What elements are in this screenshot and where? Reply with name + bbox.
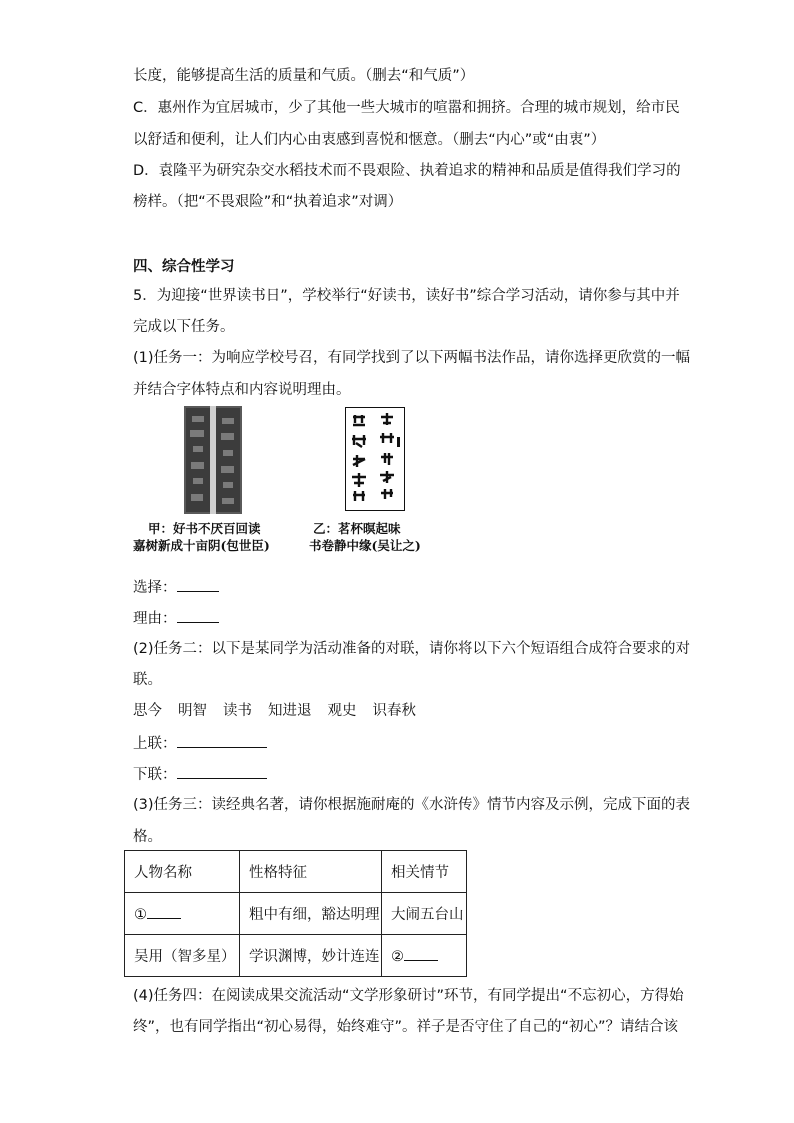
phrase-item: 观史 bbox=[327, 703, 357, 719]
text-line: 长度，能够提高生活的质量和气质。（删去“和气质”） bbox=[133, 68, 475, 84]
upper-couplet-blank[interactable] bbox=[177, 733, 267, 748]
caption-b-line1: 乙：茗杯暝起味 bbox=[313, 521, 401, 536]
calligraphy-b-image bbox=[345, 407, 405, 511]
task3-line1: (3)任务三：读经典名著，请你根据施耐庵的《水浒传》情节内容及示例，完成下面的表 bbox=[133, 797, 691, 813]
table-row bbox=[125, 893, 467, 935]
phrase-item: 明智 bbox=[178, 703, 207, 719]
choose-label: 选择： bbox=[133, 580, 177, 596]
choose-blank[interactable] bbox=[177, 577, 219, 592]
question-5-line2: 完成以下任务。 bbox=[133, 319, 235, 335]
option-c-line2: 以舒适和便利，让人们内心由衷感到喜悦和惬意。（删去“内心”或“由衷”） bbox=[133, 132, 606, 148]
caption-a-line1: 甲：好书不厌百回读 bbox=[148, 521, 261, 536]
task2-line2: 联。 bbox=[133, 672, 162, 688]
table-header-cell: 人物名称 bbox=[125, 851, 240, 893]
phrase-item: 识春秋 bbox=[372, 703, 416, 719]
task4-line1: (4)任务四：在阅读成果交流活动“文学形象研讨”环节，有同学提出“不忘初心，方得始 bbox=[133, 988, 684, 1004]
phrase-list bbox=[133, 701, 416, 721]
phrase-item: 知进退 bbox=[268, 703, 312, 719]
table-cell: 学识渊博，妙计连连 bbox=[240, 935, 382, 977]
option-c-line1: C．惠州作为宜居城市，少了其他一些大城市的喧嚣和拥挤。合理的城市规划，给市民 bbox=[133, 100, 680, 116]
reason-blank[interactable] bbox=[177, 608, 219, 623]
reason-label: 理由： bbox=[133, 611, 177, 627]
lower-couplet-label: 下联： bbox=[133, 767, 177, 783]
phrase-item: 读书 bbox=[223, 703, 252, 719]
lower-couplet-blank[interactable] bbox=[177, 764, 267, 779]
calligraphy-a-image bbox=[184, 406, 242, 514]
upper-couplet-label: 上联： bbox=[133, 736, 177, 752]
table-row bbox=[125, 935, 467, 977]
caption-a-line2: 嘉树新成十亩阴(包世臣) bbox=[133, 538, 270, 553]
table-cell: 大闹五台山 bbox=[382, 893, 467, 935]
task3-line2: 格。 bbox=[133, 829, 162, 845]
option-d-line2: 榜样。（把“不畏艰险”和“执着追求”对调） bbox=[133, 194, 403, 210]
reason-row bbox=[133, 608, 219, 629]
table-header-row bbox=[125, 851, 467, 893]
lower-couplet-row bbox=[133, 764, 267, 785]
table-cell: 吴用（智多星） bbox=[125, 935, 240, 977]
task4-line2: 终”，也有同学指出“初心易得，始终难守”。祥子是否守住了自己的“初心”？请结合该 bbox=[133, 1019, 679, 1035]
table-cell-blank-2[interactable]: ② bbox=[382, 935, 467, 977]
question-5-line1: 5．为迎接“世界读书日”，学校举行“好读书，读好书”综合学习活动，请你参与其中并 bbox=[133, 288, 680, 304]
phrase-item: 思今 bbox=[133, 703, 162, 719]
table-cell: 粗中有细，豁达明理 bbox=[240, 893, 382, 935]
task1-line1: (1)任务一：为响应学校号召，有同学找到了以下两幅书法作品，请你选择更欣赏的一幅 bbox=[133, 350, 691, 366]
section-title: 四、综合性学习 bbox=[133, 259, 235, 275]
caption-b-line2: 书卷静中缘(吴让之) bbox=[309, 538, 421, 553]
table-header-cell: 相关情节 bbox=[382, 851, 467, 893]
choose-row bbox=[133, 577, 219, 598]
character-table bbox=[124, 850, 467, 977]
upper-couplet-row bbox=[133, 733, 267, 754]
task1-line2: 并结合字体特点和内容说明理由。 bbox=[133, 382, 351, 398]
option-d-line1: D．袁隆平为研究杂交水稻技术而不畏艰险、执着追求的精神和品质是值得我们学习的 bbox=[133, 163, 681, 179]
task2-line1: (2)任务二：以下是某同学为活动准备的对联，请你将以下六个短语组合成符合要求的对 bbox=[133, 641, 691, 657]
table-header-cell: 性格特征 bbox=[240, 851, 382, 893]
table-cell-blank-1[interactable]: ① bbox=[125, 893, 240, 935]
